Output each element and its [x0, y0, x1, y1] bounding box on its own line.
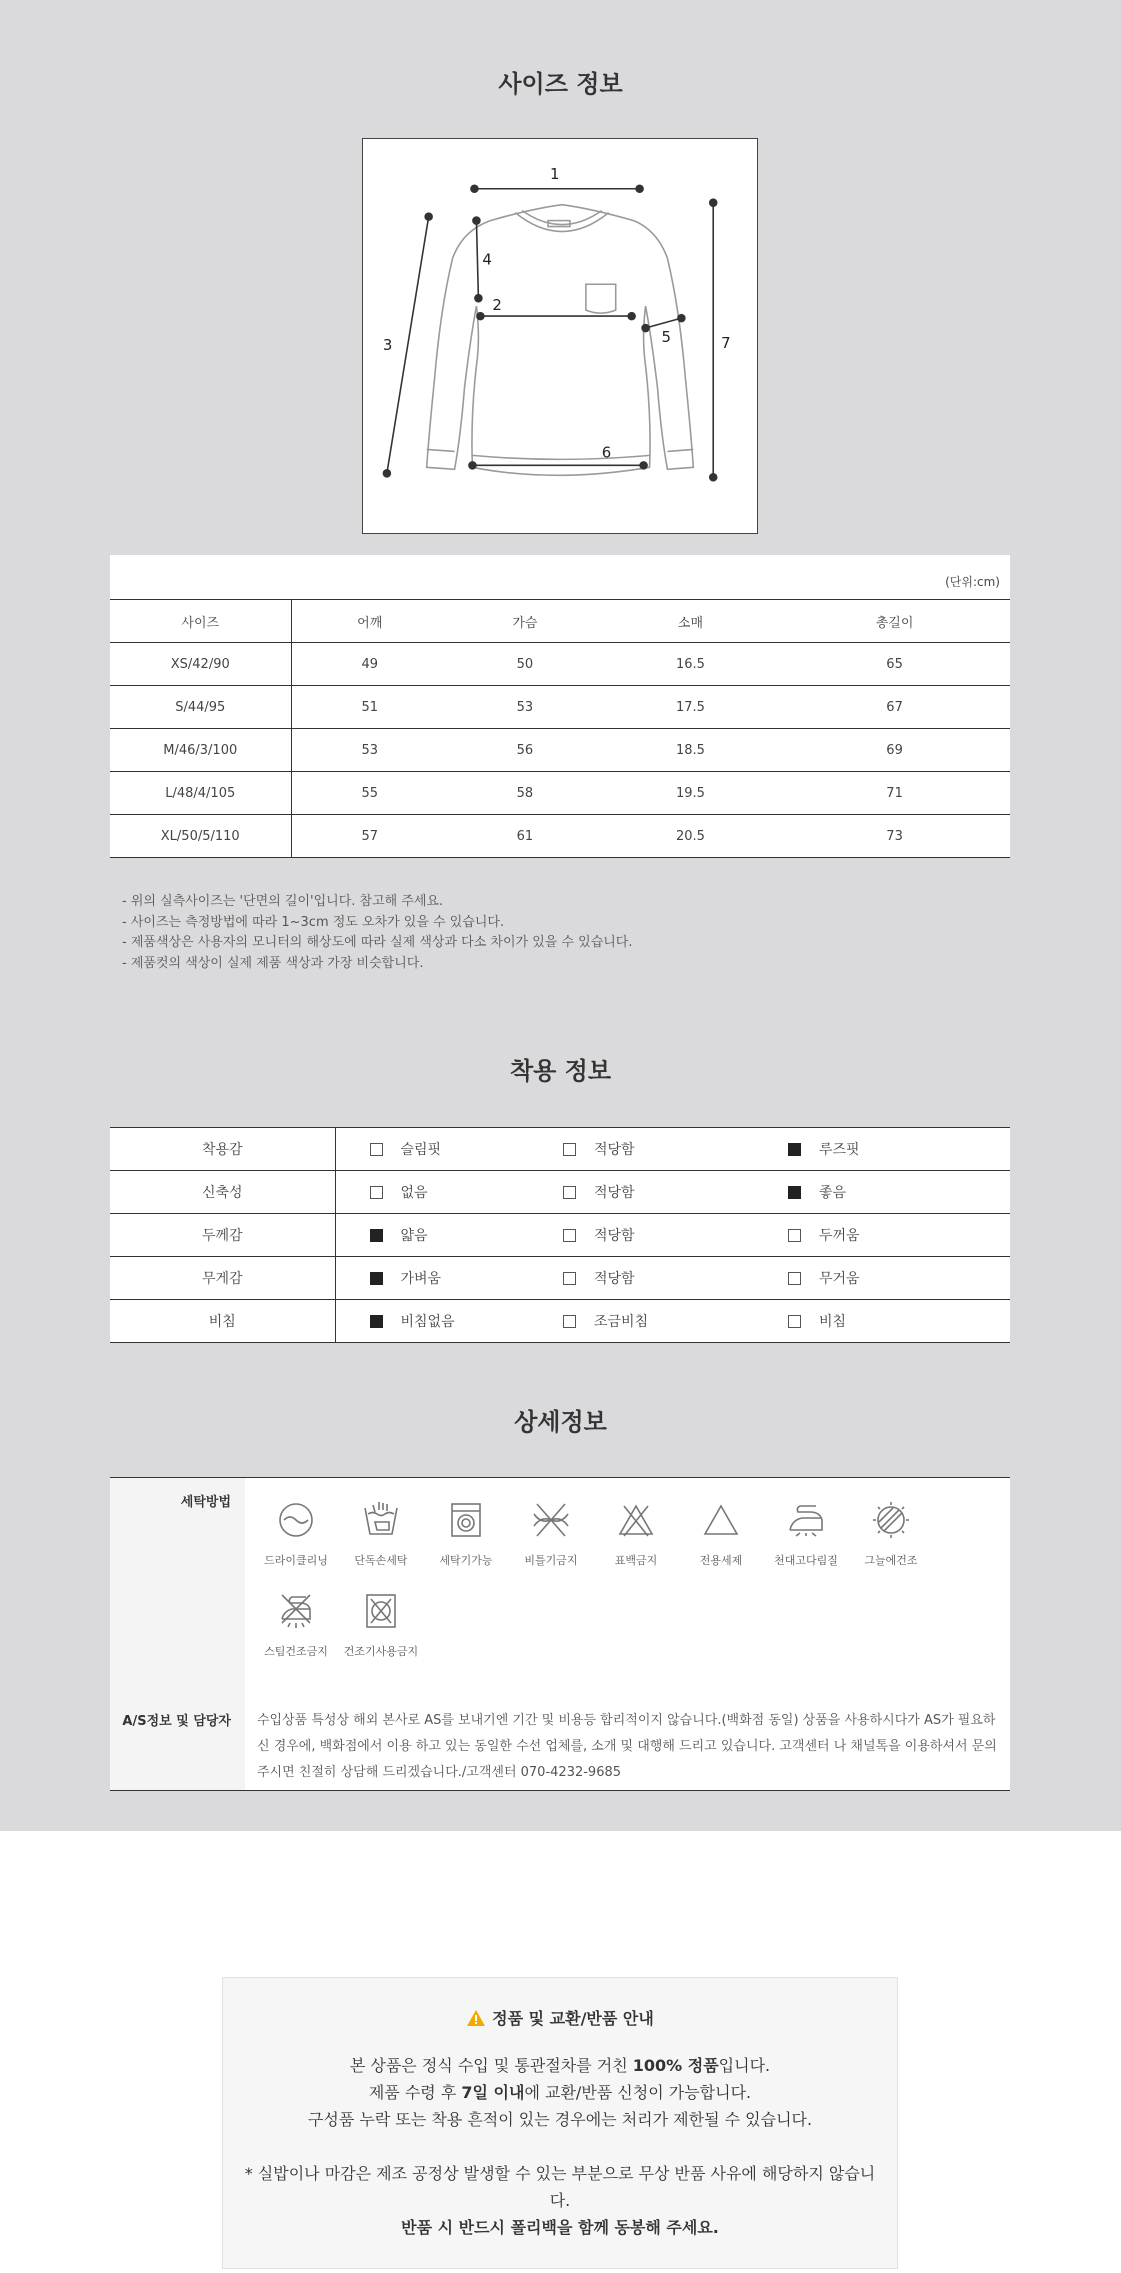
- value-cell: 51: [291, 686, 448, 729]
- measure-label-5: 5: [661, 327, 671, 346]
- fit-row-label: 비침: [110, 1300, 335, 1343]
- value-cell: 58: [448, 772, 602, 815]
- note-line: - 사이즈는 측정방법에 따라 1~3cm 정도 오차가 있을 수 있습니다.: [122, 914, 505, 930]
- no-dryer-icon: [361, 1591, 401, 1631]
- value-cell: 16.5: [602, 643, 779, 686]
- value-cell: 61: [448, 815, 602, 858]
- unchecked-box-icon: [563, 1272, 576, 1285]
- unchecked-box-icon: [563, 1229, 576, 1242]
- value-cell: 20.5: [602, 815, 779, 858]
- notice-line-3: 구성품 누락 또는 착용 흔적이 있는 경우에는 처리가 제한될 수 있습니다.: [307, 2110, 813, 2129]
- fit-option: [560, 1128, 785, 1171]
- notice-line-4: * 실밥이나 마감은 제조 공정상 발생할 수 있는 부분으로 무상 반품 사유에 해당하지 않습니: [244, 2164, 876, 2183]
- unchecked-box-icon: [788, 1272, 801, 1285]
- notice-emphasis: 100% 정품: [632, 2056, 719, 2075]
- fit-option: [785, 1171, 1010, 1214]
- detail-section-title: 상세정보: [514, 1408, 607, 1436]
- table-row: [110, 815, 1010, 858]
- unchecked-box-icon: [370, 1186, 383, 1199]
- table-row: [110, 643, 1010, 686]
- fit-option-label: 비침: [819, 1314, 847, 1330]
- fit-option-label: 적당함: [594, 1142, 635, 1158]
- fit-option-label: 좋음: [819, 1185, 847, 1201]
- value-cell: 57: [291, 815, 448, 858]
- care-item-label: 천대고다림질: [774, 1554, 838, 1567]
- fit-option: [560, 1257, 785, 1300]
- care-item-label: 전용세제: [699, 1554, 743, 1567]
- note-line: - 제품색상은 사용자의 모니터의 해상도에 따라 실제 색상과 다소 차이가 있을 수 있습니다.: [122, 935, 633, 950]
- fit-option-label: 가벼움: [400, 1271, 442, 1287]
- fit-section-title: 착용 정보: [509, 1057, 612, 1085]
- care-item-label: 비틀기금지: [524, 1554, 578, 1567]
- fit-option-label: 적당함: [594, 1185, 635, 1201]
- header-cell: 총길이: [779, 600, 1010, 643]
- value-cell: 65: [779, 643, 1010, 686]
- fit-row: [110, 1171, 1010, 1214]
- care-item-label: 표백금지: [614, 1554, 658, 1567]
- fit-option-label: 비침없음: [400, 1314, 455, 1330]
- care-item: [338, 1591, 424, 1659]
- fit-option: [335, 1171, 560, 1214]
- fit-option: [335, 1128, 560, 1171]
- table-row: [110, 686, 1010, 729]
- care-item: [253, 1591, 339, 1659]
- care-item-label: 그늘에건조: [864, 1554, 918, 1567]
- value-cell: 53: [448, 686, 602, 729]
- size-table: [110, 599, 1010, 858]
- as-info-text: 수입상품 특성상 해외 본사로 AS를 보내기엔 기간 및 비용등 합리적이지 않습니다.(백화점 동일) 상품을 사용하시다가 AS가 필요하신 경우에, 백화점에서 이용 하고 있는 동일한 수선 업체를, 소개 및 대행해 드리고 있습니다. 고객센터 나 채널톡을 이용하셔서 문의 주시면 친절히 상담해 드리겠습니다./고객센터 070-4232-9685: [257, 1713, 997, 1780]
- measure-label-3: 3: [382, 335, 393, 354]
- care-item-label: 건조기사용금지: [343, 1645, 419, 1658]
- fit-option: [335, 1214, 560, 1257]
- care-item-label: 단독손세탁: [354, 1554, 408, 1567]
- notice-text: 입니다.: [718, 2056, 771, 2075]
- size-cell: XL/50/5/110: [110, 815, 291, 858]
- no-wring-icon: [531, 1500, 571, 1540]
- measure-label-7: 7: [721, 333, 731, 352]
- fit-row: [110, 1128, 1010, 1171]
- header-cell: 가슴: [448, 600, 602, 643]
- care-item-label: 세탁기가능: [439, 1554, 493, 1567]
- checked-box-icon: [370, 1315, 383, 1328]
- checked-box-icon: [370, 1272, 383, 1285]
- fit-row: [110, 1257, 1010, 1300]
- table-row: [110, 772, 1010, 815]
- notice-line-6: 반품 시 반드시 폴리백을 함께 동봉해 주세요.: [401, 2218, 719, 2237]
- fit-option: [785, 1128, 1010, 1171]
- value-cell: 19.5: [602, 772, 779, 815]
- detail-label-column: [110, 1478, 245, 1790]
- fit-option-label: 얇음: [400, 1228, 428, 1244]
- shirt-measurement-icon: [363, 139, 757, 533]
- value-cell: 71: [779, 772, 1010, 815]
- fit-table-panel: [110, 1127, 1010, 1343]
- header-cell: 어깨: [291, 600, 448, 643]
- care-item: [423, 1500, 509, 1568]
- notice-title-row: [223, 2006, 897, 2034]
- fit-option-label: 슬림핏: [400, 1142, 442, 1158]
- fit-row: [110, 1214, 1010, 1257]
- fit-option: [335, 1257, 560, 1300]
- notice-text: 에 교환/반품 신청이 가능합니다.: [524, 2083, 752, 2102]
- unchecked-box-icon: [563, 1186, 576, 1199]
- value-cell: 53: [291, 729, 448, 772]
- hand-wash-icon: [361, 1500, 401, 1540]
- iron-icon: [786, 1500, 826, 1540]
- fit-option-label: 루즈핏: [819, 1142, 860, 1158]
- table-row: [110, 729, 1010, 772]
- care-item: [678, 1500, 764, 1568]
- notice-line-2: [223, 2079, 897, 2106]
- measure-label-6: 6: [601, 443, 612, 462]
- as-info-label: A/S정보 및 담당자: [122, 1714, 231, 1729]
- value-cell: 56: [448, 729, 602, 772]
- unchecked-box-icon: [788, 1315, 801, 1328]
- washing-machine-icon: [446, 1500, 486, 1540]
- notice-title: 정품 및 교환/반품 안내: [492, 2009, 654, 2028]
- notice-line-5: 다.: [549, 2191, 571, 2210]
- fit-option: [560, 1214, 785, 1257]
- unit-label: (단위:cm): [945, 575, 1000, 589]
- dry-clean-icon: [276, 1500, 316, 1540]
- header-cell: 소매: [602, 600, 779, 643]
- notice-text: 제품 수령 후: [368, 2083, 462, 2102]
- care-item-label: 드라이클리닝: [264, 1554, 328, 1567]
- size-diagram: [362, 138, 758, 534]
- detergent-icon: [701, 1500, 741, 1540]
- checked-box-icon: [788, 1143, 801, 1156]
- unchecked-box-icon: [788, 1229, 801, 1242]
- header-cell: 사이즈: [110, 600, 291, 643]
- care-item: [508, 1500, 594, 1568]
- value-cell: 49: [291, 643, 448, 686]
- care-item: [253, 1500, 339, 1568]
- fit-option: [560, 1171, 785, 1214]
- size-cell: M/46/3/100: [110, 729, 291, 772]
- value-cell: 69: [779, 729, 1010, 772]
- notice-line-1: [223, 2052, 897, 2079]
- fit-option: [785, 1257, 1010, 1300]
- fit-row-label: 착용감: [110, 1128, 335, 1171]
- no-bleach-icon: [616, 1500, 656, 1540]
- fit-row-label: 무게감: [110, 1257, 335, 1300]
- fit-option-label: 적당함: [594, 1271, 635, 1287]
- value-cell: 18.5: [602, 729, 779, 772]
- care-item: [338, 1500, 424, 1568]
- note-line: - 제품컷의 색상이 실제 제품 색상과 가장 비슷합니다.: [122, 955, 424, 971]
- size-cell: S/44/95: [110, 686, 291, 729]
- detail-panel: [110, 1477, 1010, 1791]
- value-cell: 17.5: [602, 686, 779, 729]
- size-notes: [122, 892, 633, 974]
- fit-row: [110, 1300, 1010, 1343]
- fit-option: [560, 1300, 785, 1343]
- note-line: - 위의 실측사이즈는 '단면의 길이'입니다. 참고해 주세요.: [122, 894, 444, 909]
- size-cell: L/48/4/105: [110, 772, 291, 815]
- unchecked-box-icon: [563, 1143, 576, 1156]
- authenticity-notice: [222, 1977, 898, 2269]
- size-table-header: [110, 600, 1010, 643]
- value-cell: 73: [779, 815, 1010, 858]
- no-steam-icon: [276, 1591, 316, 1631]
- fit-option: [335, 1300, 560, 1343]
- notice-emphasis: 7일 이내: [461, 2083, 525, 2102]
- value-cell: 50: [448, 643, 602, 686]
- shade-dry-icon: [871, 1500, 911, 1540]
- unchecked-box-icon: [563, 1315, 576, 1328]
- value-cell: 55: [291, 772, 448, 815]
- measure-label-2: 2: [492, 296, 502, 315]
- fit-option: [785, 1300, 1010, 1343]
- fit-row-label: 신축성: [110, 1171, 335, 1214]
- checked-box-icon: [370, 1229, 383, 1242]
- size-section-title: 사이즈 정보: [498, 70, 623, 98]
- unchecked-box-icon: [370, 1143, 383, 1156]
- warning-icon: [466, 2009, 486, 2031]
- size-cell: XS/42/90: [110, 643, 291, 686]
- fit-option-label: 무거움: [819, 1271, 860, 1287]
- fit-option-label: 두꺼움: [819, 1228, 860, 1244]
- fit-option-label: 적당함: [594, 1228, 635, 1244]
- care-item: [763, 1500, 849, 1568]
- measure-label-1: 1: [550, 164, 560, 183]
- care-method-label: 세탁방법: [180, 1495, 231, 1510]
- fit-row-label: 두께감: [110, 1214, 335, 1257]
- care-item: [848, 1500, 934, 1568]
- size-table-panel: [110, 555, 1010, 857]
- notice-text: 본 상품은 정식 수입 및 통관절차를 거친: [349, 2056, 633, 2075]
- care-item: [593, 1500, 679, 1568]
- fit-table: [110, 1127, 1010, 1343]
- fit-option-label: 조금비침: [594, 1314, 649, 1330]
- fit-option-label: 없음: [400, 1185, 428, 1201]
- value-cell: 67: [779, 686, 1010, 729]
- checked-box-icon: [788, 1186, 801, 1199]
- care-item-label: 스팀건조금지: [264, 1645, 328, 1658]
- fit-option: [785, 1214, 1010, 1257]
- measure-label-4: 4: [482, 250, 492, 269]
